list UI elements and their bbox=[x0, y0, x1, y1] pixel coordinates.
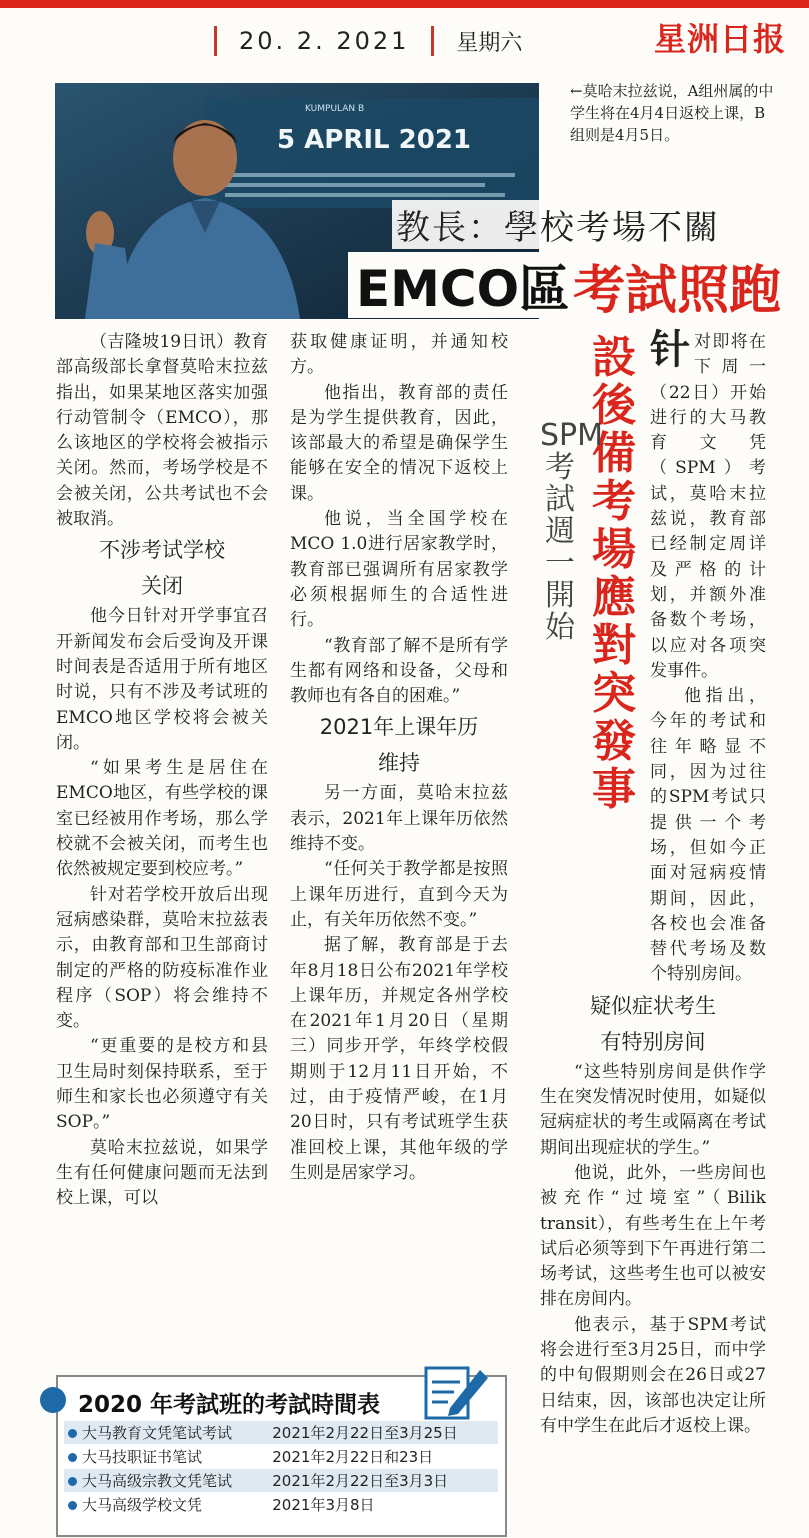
table-row bbox=[64, 1493, 498, 1517]
paragraph: “如果考生是居住在EMCO地区，有些学校的课室已经被用作考场，那么学校就不会被关闭，而考生也依然被规定要到校应考。” bbox=[56, 758, 268, 880]
photo-caption: ←莫哈末拉兹说，A组州属的中学生将在4月4日返校上课，B组则是4月5日。 bbox=[570, 82, 774, 144]
article-column-2 bbox=[290, 330, 508, 1186]
headline-main-black: EMCO區 bbox=[356, 260, 570, 318]
paragraph: 他说，当全国学校在MCO 1.0进行居家教学时，教育部已强调所有居家教学必须根据师生的合适性进行。 bbox=[290, 509, 508, 631]
table-cell: 2021年2月22日至3月3日 bbox=[268, 1469, 498, 1493]
exam-schedule-title: 2020 年考試班的考試時間表 bbox=[78, 1392, 381, 1418]
subheading: 有特别房间 bbox=[600, 1029, 706, 1054]
table-row bbox=[64, 1445, 498, 1469]
issue-date: 20. 2. 2021 bbox=[239, 27, 410, 55]
paragraph: 针对若学校开放后出现冠病感染群，莫哈末拉兹表示，由教育部和卫生部商讨制定的严格的防疫标准作业程序（SOP）将会维持不变。 bbox=[56, 884, 268, 1032]
svg-text:5 APRIL 2021: 5 APRIL 2021 bbox=[277, 125, 471, 155]
subheading: 2021年上课年历 bbox=[319, 715, 479, 740]
table-cell: 2021年3月8日 bbox=[268, 1493, 498, 1517]
paragraph: 他表示，基于SPM考试将会进行至3月25日，而中学的中旬假期则会在26日或27日结束，因，该部也决定让所有中学生在此后才返校上课。 bbox=[540, 1314, 766, 1436]
drop-cap: 针 bbox=[650, 326, 690, 373]
subheading: 维持 bbox=[378, 751, 420, 776]
article-column-3 bbox=[540, 326, 766, 1439]
headline-main bbox=[348, 252, 789, 321]
column-3-top bbox=[650, 326, 766, 684]
article-column-1 bbox=[56, 330, 268, 1212]
newspaper-masthead: 星洲日报 bbox=[654, 20, 787, 58]
svg-text:KUMPULAN B: KUMPULAN B bbox=[305, 104, 365, 114]
table-cell: 2021年2月22日和23日 bbox=[268, 1445, 498, 1469]
table-cell: 大马教育文凭笔试考试 bbox=[64, 1421, 268, 1445]
paragraph: 他指出，今年的考试和往年略显不同，因为过往的SPM考试只提供一个考场，但如今正面对冠病疫情期间，因此，各校也会准备替代考场及数个特别房间。 bbox=[650, 686, 766, 985]
paragraph: 针对即将在下周一（22日）开始进行的大马教育文凭（SPM）考试，莫哈末拉兹说，教育部已经制定周详及严格的计划，并额外准备数个考场，以应对各项突发事件。 bbox=[650, 326, 766, 681]
paragraph: 另一方面，莫哈末拉兹表示，2021年上课年历依然维持不变。 bbox=[290, 783, 508, 855]
paragraph: 他说，此外，一些房间也被充作“过境室”（Bilik transit），有些考生在上午考试后必须等到下午再进行第二场考试，这些考生也可以被安排在房间内。 bbox=[540, 1162, 766, 1310]
paragraph: “这些特别房间是供作学生在突发情况时使用，如疑似冠病症状的考生或隔离在考试期间出现症状的学生。” bbox=[540, 1061, 766, 1158]
table-cell: 2021年2月22日至3月25日 bbox=[268, 1421, 498, 1445]
bullet-icon bbox=[68, 1429, 77, 1438]
table-cell: 大马高级宗教文凭笔试 bbox=[64, 1469, 268, 1493]
bullet-icon bbox=[68, 1501, 77, 1510]
divider bbox=[431, 26, 434, 56]
paragraph: 他今日针对开学事宜召开新闻发布会后受询及开课时间表是否适用于所有地区时说，只有不涉及考试班的EMCO地区学校将会被关闭。 bbox=[56, 606, 268, 753]
subheading: 疑似症状考生 bbox=[590, 993, 716, 1018]
bullet-marker bbox=[40, 1387, 66, 1413]
top-red-rule bbox=[0, 0, 809, 8]
paragraph: “教育部了解不是所有学生都有网络和设备，父母和教师也有各自的困难。” bbox=[290, 635, 508, 707]
table-row bbox=[64, 1469, 498, 1493]
paragraph: “任何关于教学都是按照上课年历进行，直到今天为止，有关年历依然不变。” bbox=[290, 859, 508, 930]
headline-top: 教長：學校考場不關 bbox=[392, 200, 724, 249]
divider bbox=[214, 26, 217, 56]
bullet-icon bbox=[68, 1453, 77, 1462]
weekday: 星期六 bbox=[456, 30, 523, 56]
paragraph: “更重要的是校方和县卫生局时刻保持联系，至于师生和家长也必须遵守有关SOP。” bbox=[56, 1036, 268, 1133]
dateline bbox=[214, 24, 522, 58]
paragraph: 据了解，教育部是于去年8月18日公布2021年学校上课年历，并规定各州学校在2021年1月20日（星期三）同步开学，年终学校假期则于12月11日开始，不过，由于疫情严峻，在1月20日时，只有考试班学生获准回校上课，其他年级的学生则是居家学习。 bbox=[290, 935, 508, 1183]
subheading: 关闭 bbox=[141, 574, 183, 599]
paragraph: 莫哈末拉兹说，如果学生有任何健康问题而无法到校上课，可以 bbox=[56, 1137, 268, 1209]
paragraph: 获取健康证明，并通知校方。 bbox=[290, 332, 508, 378]
bullet-icon bbox=[68, 1477, 77, 1486]
side-headline-gray: SPM考試週一開始 bbox=[540, 418, 604, 645]
exam-schedule-table bbox=[64, 1421, 498, 1517]
table-cell: 大马技职证书笔试 bbox=[64, 1445, 268, 1469]
table-row bbox=[64, 1421, 498, 1445]
headline-main-red: 考試照跑 bbox=[573, 260, 782, 321]
side-headline-red: 設後備考場應對突發事 bbox=[592, 332, 636, 815]
edit-document-icon bbox=[420, 1360, 490, 1420]
paragraph: 他指出，教育部的责任是为学生提供教育，因此，该部最大的希望是确保学生能够在安全的情况下返校上课。 bbox=[290, 382, 508, 504]
subheading: 不涉考试学校 bbox=[99, 538, 225, 563]
table-cell: 大马高级学校文凭 bbox=[64, 1493, 268, 1517]
paragraph: （吉隆坡19日讯）教育部高级部长拿督莫哈末拉兹指出，如果某地区落实加强行动管制令（EMCO），那么该地区的学校将会被指示关闭。然而，考场学校是不会被关闭，公共考试也不会被取消。 bbox=[56, 332, 268, 530]
